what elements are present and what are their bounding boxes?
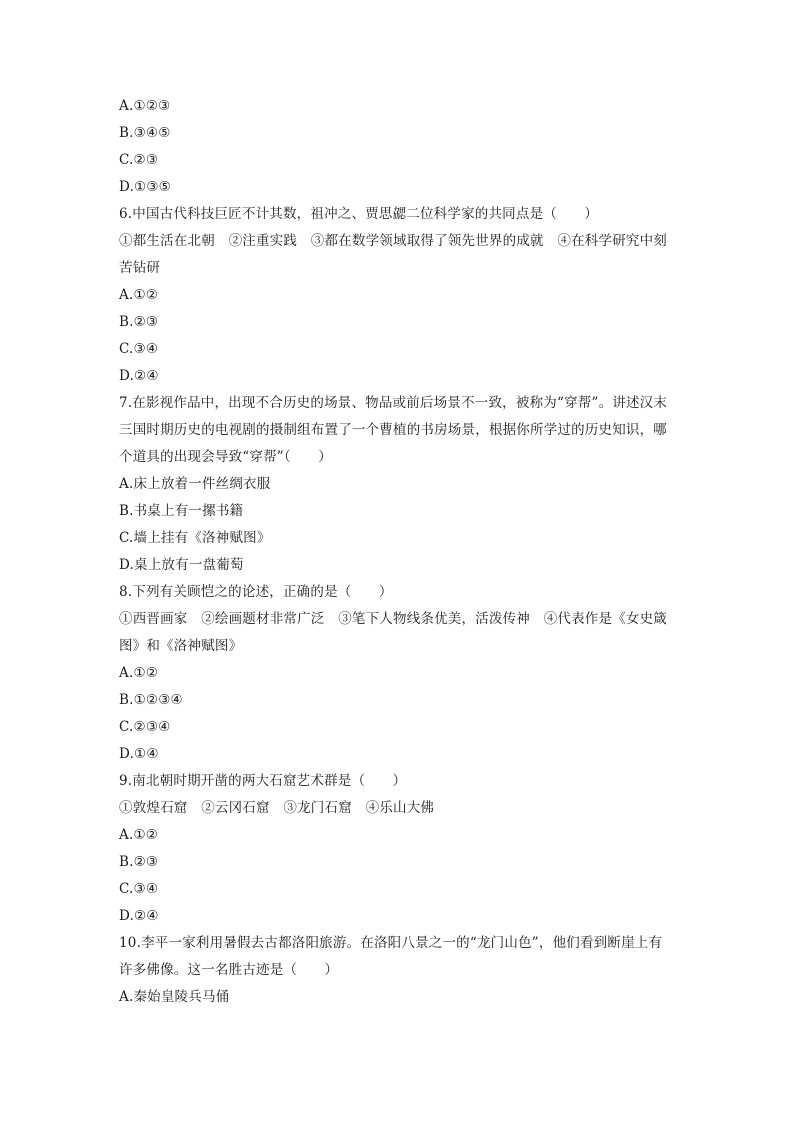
document-page xyxy=(119,93,679,1011)
q10-stem-line1: 10.李平一家利用暑假去古都洛阳旅游。在洛阳八景之一的“龙门山色”，他们看到断崖上有 xyxy=(119,935,663,951)
q6-items-line1: ①都生活在北朝 ②注重实践 ③都在数学领域取得了领先世界的成就 ④在科学研究中刻 xyxy=(119,233,667,249)
q5-option-c: C.②③ xyxy=(119,152,159,168)
q10-stem-line2: 许多佛像。这一名胜古迹是（ ） xyxy=(119,962,339,978)
q9-stem: 9.南北朝时期开凿的两大石窟艺术群是（ ） xyxy=(119,773,407,789)
q8-items-line2: 图》和《洛神赋图》 xyxy=(119,638,243,654)
q9-option-c: C.③④ xyxy=(119,881,159,897)
q9-items: ①敦煌石窟 ②云冈石窟 ③龙门石窟 ④乐山大佛 xyxy=(119,800,435,816)
q6-items-line2: 苦钻研 xyxy=(119,260,161,276)
q9-option-d: D.②④ xyxy=(119,908,159,924)
q10-option-a: A.秦始皇陵兵马俑 xyxy=(119,989,230,1005)
q8-stem: 8.下列有关顾恺之的论述，正确的是（ ） xyxy=(119,584,393,600)
q6-option-c: C.③④ xyxy=(119,341,159,357)
q7-stem-line2: 三国时期历史的电视剧的摄制组布置了一个曹植的书房场景，根据你所学过的历史知识，哪 xyxy=(119,422,667,438)
q7-stem-line1: 7.在影视作品中，出现不合历史的场景、物品或前后场景不一致，被称为“穿帮”。讲述汉末 xyxy=(119,395,668,411)
q5-option-a: A.①②③ xyxy=(119,98,171,114)
q6-option-a: A.①② xyxy=(119,287,159,303)
q7-option-c: C.墙上挂有《洛神赋图》 xyxy=(119,530,271,546)
q7-option-d: D.桌上放有一盘葡萄 xyxy=(119,557,244,573)
q9-option-a: A.①② xyxy=(119,827,159,843)
q6-option-b: B.②③ xyxy=(119,314,159,330)
q7-option-a: A.床上放着一件丝绸衣服 xyxy=(119,476,271,492)
q6-stem: 6.中国古代科技巨匠不计其数，祖冲之、贾思勰二位科学家的共同点是（ ） xyxy=(119,206,599,222)
q6-option-d: D.②④ xyxy=(119,368,159,384)
q9-option-b: B.②③ xyxy=(119,854,159,870)
q7-option-b: B.书桌上有一摞书籍 xyxy=(119,503,244,519)
q8-items-line1: ①西晋画家 ②绘画题材非常广泛 ③笔下人物线条优美，活泼传神 ④代表作是《女史箴 xyxy=(119,611,667,627)
q5-option-d: D.①③⑤ xyxy=(119,179,171,195)
q8-option-c: C.②③④ xyxy=(119,719,171,735)
q8-option-a: A.①② xyxy=(119,665,159,681)
q8-option-d: D.①④ xyxy=(119,746,159,762)
q5-option-b: B.③④⑤ xyxy=(119,125,171,141)
q7-stem-line3: 个道具的出现会导致“穿帮”（ ） xyxy=(119,449,332,465)
q8-option-b: B.①②③④ xyxy=(119,692,183,708)
